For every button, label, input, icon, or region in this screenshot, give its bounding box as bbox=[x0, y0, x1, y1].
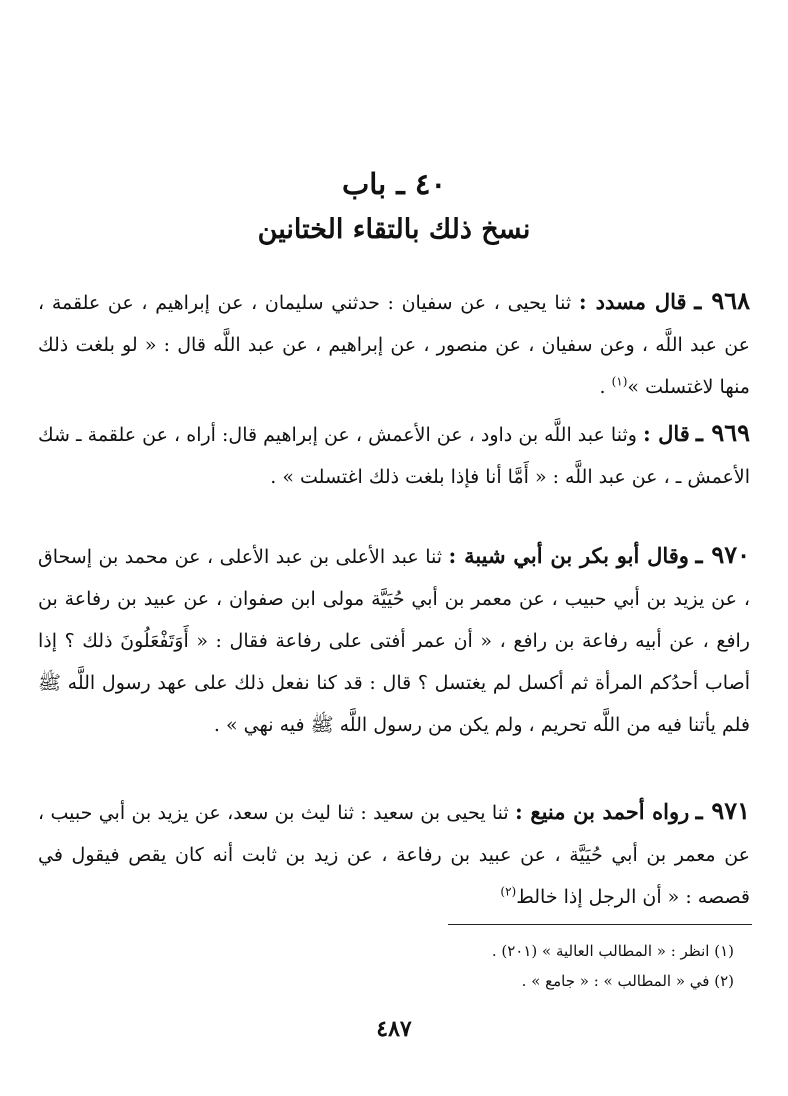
page-number: ٤٨٧ bbox=[376, 1016, 412, 1042]
hadith-paragraph-968 bbox=[38, 280, 750, 408]
hadith-text: وثنا عبد اللَّه بن داود ، عن الأعمش ، عن إبراهيم قال: أراه ، عن علقمة ـ شك الأعمش ـ ، عن عبد اللَّه : « أَمَّا أنا فإذا بلغت ذلك اغتسلت » . bbox=[38, 424, 750, 488]
hadith-paragraph-970 bbox=[38, 534, 750, 746]
hadith-text: ثنا عبد الأعلى بن عبد الأعلى ، عن محمد بن إسحاق ، عن يزيد بن أبي حبيب ، عن معمر بن أبي حُيَيَّة مولى ابن صفوان ، عن عبيد بن رفاعة بن رافع ، عن أبيه رفاعة بن رافع ، « أن عمر أفتى على رفاعة فقال : « أَوَتَفْعَلُونَ ذلك ؟ إذا أصاب أحدُكم المرأة ثم أكسل لم يغتسل ؟ قال : قد كنا نفعل ذلك على عهد رسول اللَّه ﷺ فلم يأتنا فيه من اللَّه تحريم ، ولم يكن من رسول اللَّه ﷺ فيه نهي » . bbox=[38, 546, 750, 736]
footnote-reference: (٢) bbox=[500, 884, 517, 899]
footnote-reference: (١) bbox=[611, 374, 628, 389]
chapter-title: نسخ ذلك بالتقاء الختانين bbox=[257, 214, 531, 245]
hadith-narrator-lead: قال مسدد : bbox=[578, 289, 687, 314]
hadith-number: ٩٦٩ ـ bbox=[695, 418, 751, 447]
hadith-paragraph-971 bbox=[38, 790, 750, 918]
footnote-1: (١) انظر : « المطالب العالية » (٢٠١) . bbox=[491, 942, 734, 960]
hadith-text: ثنا يحيى ، عن سفيان : حدثني سليمان ، عن إبراهيم ، عن علقمة ، عن عبد اللَّه ، وعن سفيان ، عن منصور ، عن إبراهيم ، عن عبد اللَّه قال : « لو بلغت ذلك منها لاغتسلت » bbox=[38, 292, 750, 398]
hadith-number: ٩٦٨ ـ bbox=[694, 286, 750, 315]
footnote-divider bbox=[448, 924, 752, 925]
hadith-text: ثنا يحيى بن سعيد : ثنا ليث بن سعد، عن يزيد بن أبي حبيب ، عن معمر بن أبي حُيَيَّة ، عن عبيد بن رفاعة ، عن زيد بن ثابت أنه كان يقص فيقول في قصصه : « أن الرجل إذا خالط bbox=[38, 802, 750, 908]
footnote-2: (٢) في « المطالب » : « جامع » . bbox=[521, 972, 734, 990]
hadith-number: ٩٧١ ـ bbox=[695, 796, 751, 825]
footnotes bbox=[300, 936, 734, 996]
hadith-narrator-lead: رواه أحمد بن منيع : bbox=[515, 799, 690, 824]
hadith-narrator-lead: وقال أبو بكر بن أبي شيبة : bbox=[448, 543, 689, 568]
hadith-number: ٩٧٠ ـ bbox=[695, 540, 750, 569]
chapter-number: ٤٠ ـ باب bbox=[341, 167, 447, 201]
hadith-tail: . bbox=[599, 376, 606, 398]
hadith-paragraph-969 bbox=[38, 412, 750, 498]
hadith-narrator-lead: قال : bbox=[643, 421, 690, 446]
